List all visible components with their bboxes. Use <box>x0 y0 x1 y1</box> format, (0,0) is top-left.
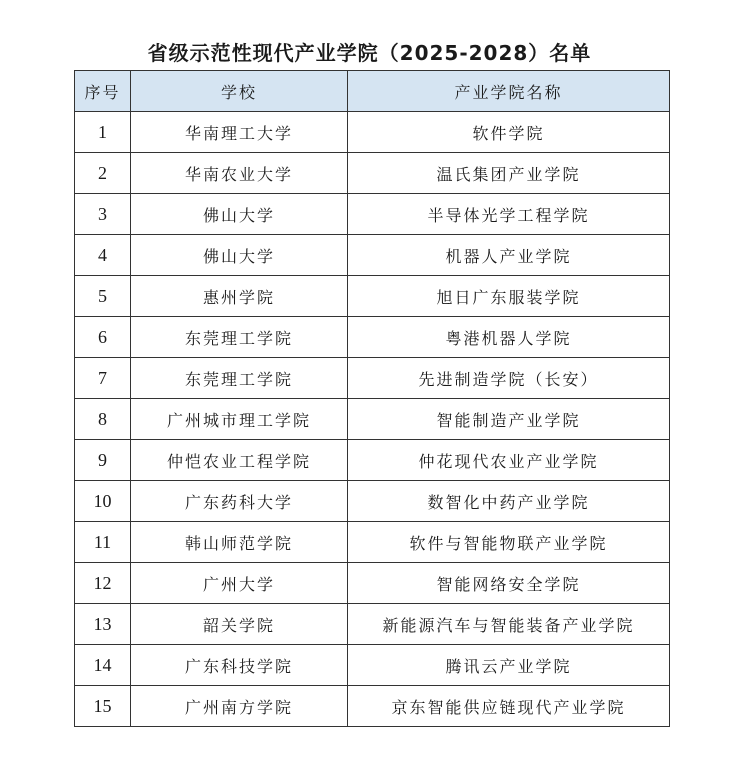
table-row <box>75 317 670 358</box>
cell-college: 旭日广东服装学院 <box>348 276 670 317</box>
cell-no: 14 <box>75 645 131 686</box>
cell-college: 数智化中药产业学院 <box>348 481 670 522</box>
cell-college: 温氏集团产业学院 <box>348 153 670 194</box>
table-row <box>75 604 670 645</box>
cell-college: 智能制造产业学院 <box>348 399 670 440</box>
page-title: 省级示范性现代产业学院（2025-2028）名单 <box>147 41 592 65</box>
cell-college: 新能源汽车与智能装备产业学院 <box>348 604 670 645</box>
table-row <box>75 563 670 604</box>
cell-school: 广州南方学院 <box>131 686 348 727</box>
cell-no: 1 <box>75 112 131 153</box>
table-row <box>75 481 670 522</box>
cell-no: 10 <box>75 481 131 522</box>
table-header <box>75 71 670 112</box>
cell-school: 仲恺农业工程学院 <box>131 440 348 481</box>
cell-school: 韶关学院 <box>131 604 348 645</box>
cell-school: 广东科技学院 <box>131 645 348 686</box>
cell-school: 佛山大学 <box>131 235 348 276</box>
cell-no: 13 <box>75 604 131 645</box>
cell-college: 粤港机器人学院 <box>348 317 670 358</box>
cell-school: 佛山大学 <box>131 194 348 235</box>
cell-no: 15 <box>75 686 131 727</box>
table-body <box>75 112 670 727</box>
cell-school: 韩山师范学院 <box>131 522 348 563</box>
cell-no: 8 <box>75 399 131 440</box>
cell-college: 软件与智能物联产业学院 <box>348 522 670 563</box>
table-row <box>75 358 670 399</box>
college-list-table <box>74 70 670 727</box>
cell-college: 智能网络安全学院 <box>348 563 670 604</box>
cell-no: 12 <box>75 563 131 604</box>
cell-college: 先进制造学院（长安） <box>348 358 670 399</box>
header-school: 学校 <box>131 71 348 112</box>
table-row <box>75 112 670 153</box>
cell-school: 华南农业大学 <box>131 153 348 194</box>
cell-college: 仲花现代农业产业学院 <box>348 440 670 481</box>
cell-no: 9 <box>75 440 131 481</box>
table-row <box>75 645 670 686</box>
cell-college: 京东智能供应链现代产业学院 <box>348 686 670 727</box>
cell-college: 半导体光学工程学院 <box>348 194 670 235</box>
header-no: 序号 <box>75 71 131 112</box>
cell-no: 7 <box>75 358 131 399</box>
table-row <box>75 153 670 194</box>
cell-school: 东莞理工学院 <box>131 317 348 358</box>
cell-no: 6 <box>75 317 131 358</box>
cell-no: 11 <box>75 522 131 563</box>
cell-school: 广州大学 <box>131 563 348 604</box>
table-row <box>75 686 670 727</box>
table-row <box>75 235 670 276</box>
cell-school: 华南理工大学 <box>131 112 348 153</box>
cell-no: 5 <box>75 276 131 317</box>
cell-college: 机器人产业学院 <box>348 235 670 276</box>
cell-no: 3 <box>75 194 131 235</box>
table-row <box>75 194 670 235</box>
cell-school: 惠州学院 <box>131 276 348 317</box>
table-row <box>75 276 670 317</box>
cell-school: 广东药科大学 <box>131 481 348 522</box>
table-row <box>75 522 670 563</box>
table-header-row <box>75 71 670 112</box>
cell-no: 4 <box>75 235 131 276</box>
table-row <box>75 399 670 440</box>
header-college: 产业学院名称 <box>348 71 670 112</box>
cell-college: 软件学院 <box>348 112 670 153</box>
cell-no: 2 <box>75 153 131 194</box>
cell-school: 广州城市理工学院 <box>131 399 348 440</box>
cell-college: 腾讯云产业学院 <box>348 645 670 686</box>
cell-school: 东莞理工学院 <box>131 358 348 399</box>
table-row <box>75 440 670 481</box>
